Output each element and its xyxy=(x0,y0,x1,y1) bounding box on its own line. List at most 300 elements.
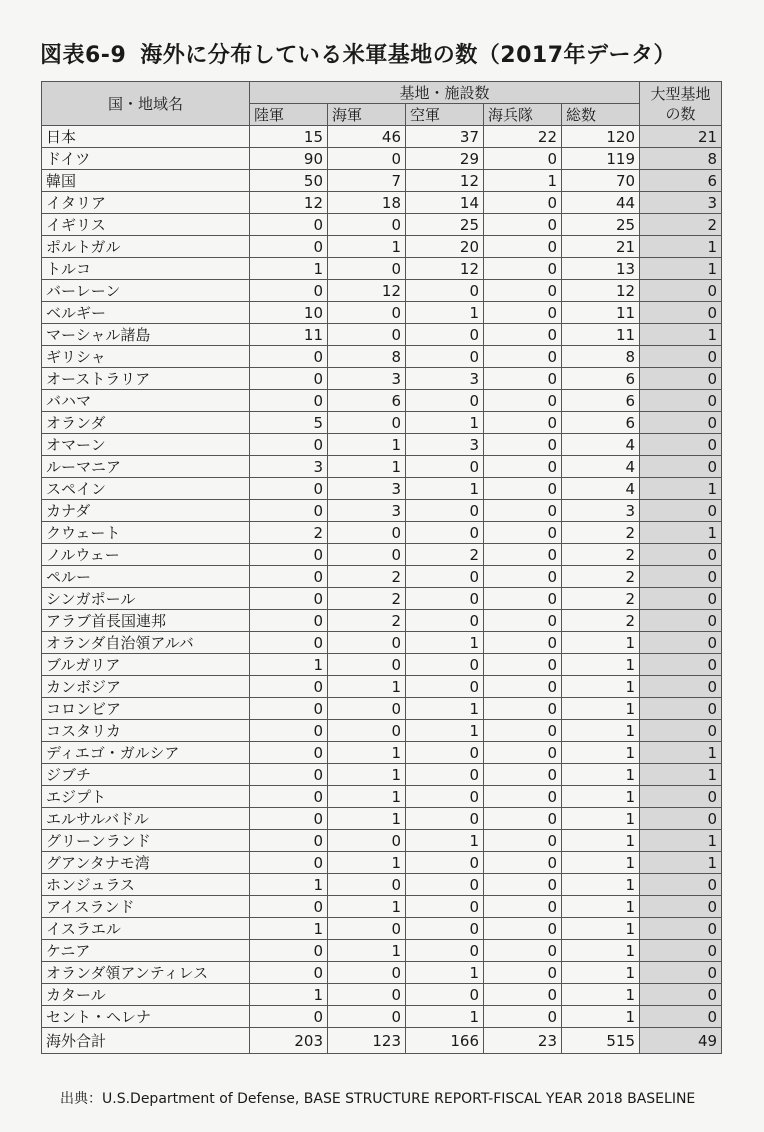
cell-marines: 0 xyxy=(484,434,562,456)
cell-navy: 0 xyxy=(328,258,406,280)
table-row xyxy=(42,764,722,786)
cell-large-bases: 0 xyxy=(640,962,722,984)
cell-total: 8 xyxy=(562,346,640,368)
cell-army: 12 xyxy=(250,192,328,214)
cell-total: 1 xyxy=(562,786,640,808)
country-name: セント・ヘレナ xyxy=(42,1006,250,1028)
header-navy: 海軍 xyxy=(328,104,406,126)
cell-navy: 0 xyxy=(328,324,406,346)
cell-army: 0 xyxy=(250,478,328,500)
table-row xyxy=(42,896,722,918)
table-row xyxy=(42,588,722,610)
total-total: 515 xyxy=(562,1028,640,1054)
cell-army: 0 xyxy=(250,676,328,698)
country-name: ケニア xyxy=(42,940,250,962)
cell-navy: 1 xyxy=(328,676,406,698)
cell-air-force: 12 xyxy=(406,258,484,280)
cell-marines: 0 xyxy=(484,566,562,588)
cell-army: 90 xyxy=(250,148,328,170)
cell-army: 0 xyxy=(250,610,328,632)
cell-army: 10 xyxy=(250,302,328,324)
cell-large-bases: 1 xyxy=(640,742,722,764)
cell-army: 0 xyxy=(250,544,328,566)
cell-navy: 1 xyxy=(328,852,406,874)
cell-air-force: 0 xyxy=(406,896,484,918)
cell-army: 5 xyxy=(250,412,328,434)
table-row xyxy=(42,302,722,324)
figure-number: 図表6-9 xyxy=(40,43,127,68)
cell-marines: 0 xyxy=(484,500,562,522)
cell-total: 1 xyxy=(562,654,640,676)
country-name: ディエゴ・ガルシア xyxy=(42,742,250,764)
cell-total: 6 xyxy=(562,412,640,434)
cell-navy: 1 xyxy=(328,456,406,478)
cell-large-bases: 0 xyxy=(640,302,722,324)
country-name: オランダ xyxy=(42,412,250,434)
cell-navy: 0 xyxy=(328,654,406,676)
cell-total: 1 xyxy=(562,874,640,896)
cell-marines: 0 xyxy=(484,962,562,984)
cell-army: 0 xyxy=(250,896,328,918)
cell-total: 4 xyxy=(562,478,640,500)
total-air-force: 166 xyxy=(406,1028,484,1054)
cell-navy: 0 xyxy=(328,214,406,236)
cell-marines: 0 xyxy=(484,390,562,412)
cell-army: 1 xyxy=(250,984,328,1006)
table-row xyxy=(42,456,722,478)
header-army: 陸軍 xyxy=(250,104,328,126)
header-total: 総数 xyxy=(562,104,640,126)
table-row xyxy=(42,918,722,940)
cell-air-force: 1 xyxy=(406,302,484,324)
header-air-force: 空軍 xyxy=(406,104,484,126)
country-name: アイスランド xyxy=(42,896,250,918)
cell-marines: 0 xyxy=(484,478,562,500)
cell-marines: 0 xyxy=(484,654,562,676)
cell-total: 2 xyxy=(562,544,640,566)
table-row xyxy=(42,830,722,852)
country-name: コスタリカ xyxy=(42,720,250,742)
cell-marines: 0 xyxy=(484,588,562,610)
cell-marines: 0 xyxy=(484,698,562,720)
country-name: ノルウェー xyxy=(42,544,250,566)
cell-air-force: 0 xyxy=(406,566,484,588)
country-name: マーシャル諸島 xyxy=(42,324,250,346)
cell-marines: 0 xyxy=(484,874,562,896)
cell-air-force: 25 xyxy=(406,214,484,236)
cell-total: 13 xyxy=(562,258,640,280)
cell-army: 0 xyxy=(250,830,328,852)
cell-large-bases: 1 xyxy=(640,324,722,346)
cell-navy: 3 xyxy=(328,500,406,522)
country-name: ブルガリア xyxy=(42,654,250,676)
cell-total: 70 xyxy=(562,170,640,192)
cell-large-bases: 2 xyxy=(640,214,722,236)
country-name: カタール xyxy=(42,984,250,1006)
table-row xyxy=(42,940,722,962)
cell-large-bases: 0 xyxy=(640,632,722,654)
cell-large-bases: 0 xyxy=(640,720,722,742)
cell-total: 4 xyxy=(562,434,640,456)
table-row xyxy=(42,236,722,258)
cell-large-bases: 0 xyxy=(640,412,722,434)
cell-navy: 0 xyxy=(328,522,406,544)
cell-marines: 0 xyxy=(484,236,562,258)
cell-marines: 0 xyxy=(484,324,562,346)
cell-air-force: 1 xyxy=(406,478,484,500)
cell-marines: 0 xyxy=(484,368,562,390)
cell-marines: 1 xyxy=(484,170,562,192)
cell-marines: 0 xyxy=(484,676,562,698)
bases-table xyxy=(41,81,722,1054)
cell-army: 0 xyxy=(250,236,328,258)
cell-navy: 0 xyxy=(328,148,406,170)
cell-marines: 0 xyxy=(484,632,562,654)
figure-title xyxy=(40,38,676,69)
cell-total: 4 xyxy=(562,456,640,478)
cell-air-force: 1 xyxy=(406,1006,484,1028)
cell-air-force: 0 xyxy=(406,654,484,676)
cell-large-bases: 0 xyxy=(640,434,722,456)
cell-large-bases: 0 xyxy=(640,588,722,610)
table-row xyxy=(42,324,722,346)
table-row xyxy=(42,346,722,368)
cell-total: 1 xyxy=(562,632,640,654)
cell-total: 1 xyxy=(562,720,640,742)
cell-large-bases: 1 xyxy=(640,478,722,500)
country-name: エルサルバドル xyxy=(42,808,250,830)
cell-air-force: 0 xyxy=(406,456,484,478)
cell-total: 119 xyxy=(562,148,640,170)
cell-large-bases: 0 xyxy=(640,456,722,478)
cell-army: 0 xyxy=(250,214,328,236)
cell-total: 1 xyxy=(562,918,640,940)
source-note: 出典：U.S.Department of Defense, BASE STRUCTURE REPORT-FISCAL YEAR 2018 BASELINE xyxy=(60,1091,696,1107)
header-large-bases: 大型基地の数 xyxy=(640,82,722,126)
cell-total: 120 xyxy=(562,126,640,148)
cell-large-bases: 0 xyxy=(640,544,722,566)
cell-total: 2 xyxy=(562,566,640,588)
table-row xyxy=(42,566,722,588)
cell-air-force: 0 xyxy=(406,588,484,610)
table-row xyxy=(42,192,722,214)
cell-large-bases: 0 xyxy=(640,940,722,962)
cell-air-force: 1 xyxy=(406,962,484,984)
cell-total: 6 xyxy=(562,368,640,390)
cell-army: 50 xyxy=(250,170,328,192)
cell-navy: 1 xyxy=(328,786,406,808)
cell-army: 0 xyxy=(250,764,328,786)
cell-marines: 0 xyxy=(484,544,562,566)
country-name: バーレーン xyxy=(42,280,250,302)
cell-large-bases: 0 xyxy=(640,280,722,302)
total-navy: 123 xyxy=(328,1028,406,1054)
cell-navy: 0 xyxy=(328,698,406,720)
cell-army: 0 xyxy=(250,1006,328,1028)
cell-army: 0 xyxy=(250,786,328,808)
country-name: 日本 xyxy=(42,126,250,148)
cell-army: 1 xyxy=(250,918,328,940)
cell-large-bases: 0 xyxy=(640,918,722,940)
table-header xyxy=(42,82,722,126)
cell-air-force: 29 xyxy=(406,148,484,170)
cell-navy: 1 xyxy=(328,434,406,456)
cell-large-bases: 1 xyxy=(640,764,722,786)
country-name: スペイン xyxy=(42,478,250,500)
cell-large-bases: 0 xyxy=(640,808,722,830)
cell-marines: 0 xyxy=(484,896,562,918)
cell-total: 1 xyxy=(562,896,640,918)
table-row xyxy=(42,808,722,830)
table-row xyxy=(42,214,722,236)
table-row xyxy=(42,390,722,412)
table-row xyxy=(42,742,722,764)
cell-army: 0 xyxy=(250,434,328,456)
cell-navy: 0 xyxy=(328,874,406,896)
country-name: イスラエル xyxy=(42,918,250,940)
cell-marines: 0 xyxy=(484,852,562,874)
country-name: エジプト xyxy=(42,786,250,808)
cell-total: 1 xyxy=(562,830,640,852)
cell-army: 0 xyxy=(250,808,328,830)
cell-total: 3 xyxy=(562,500,640,522)
cell-air-force: 0 xyxy=(406,500,484,522)
cell-large-bases: 0 xyxy=(640,566,722,588)
cell-marines: 0 xyxy=(484,280,562,302)
country-name: カンボジア xyxy=(42,676,250,698)
country-name: アラブ首長国連邦 xyxy=(42,610,250,632)
cell-army: 0 xyxy=(250,566,328,588)
country-name: イギリス xyxy=(42,214,250,236)
cell-air-force: 3 xyxy=(406,434,484,456)
country-name: ジブチ xyxy=(42,764,250,786)
table-row xyxy=(42,632,722,654)
cell-air-force: 0 xyxy=(406,390,484,412)
cell-total: 11 xyxy=(562,302,640,324)
cell-large-bases: 1 xyxy=(640,258,722,280)
cell-large-bases: 1 xyxy=(640,236,722,258)
cell-total: 1 xyxy=(562,742,640,764)
country-name: オランダ自治領アルバ xyxy=(42,632,250,654)
country-name: グアンタナモ湾 xyxy=(42,852,250,874)
cell-army: 0 xyxy=(250,720,328,742)
cell-navy: 0 xyxy=(328,544,406,566)
cell-army: 0 xyxy=(250,852,328,874)
cell-total: 1 xyxy=(562,698,640,720)
cell-total: 21 xyxy=(562,236,640,258)
table-row xyxy=(42,126,722,148)
total-row xyxy=(42,1028,722,1054)
cell-marines: 0 xyxy=(484,940,562,962)
cell-air-force: 0 xyxy=(406,918,484,940)
cell-army: 3 xyxy=(250,456,328,478)
cell-navy: 1 xyxy=(328,940,406,962)
cell-navy: 1 xyxy=(328,764,406,786)
cell-large-bases: 0 xyxy=(640,368,722,390)
cell-air-force: 0 xyxy=(406,808,484,830)
cell-navy: 0 xyxy=(328,632,406,654)
cell-marines: 0 xyxy=(484,742,562,764)
cell-large-bases: 1 xyxy=(640,522,722,544)
country-name: クウェート xyxy=(42,522,250,544)
cell-army: 0 xyxy=(250,280,328,302)
country-name: コロンビア xyxy=(42,698,250,720)
cell-marines: 0 xyxy=(484,720,562,742)
cell-navy: 8 xyxy=(328,346,406,368)
table-row xyxy=(42,148,722,170)
cell-navy: 1 xyxy=(328,808,406,830)
cell-air-force: 0 xyxy=(406,874,484,896)
table-row xyxy=(42,500,722,522)
country-name: シンガポール xyxy=(42,588,250,610)
cell-navy: 12 xyxy=(328,280,406,302)
table-row xyxy=(42,610,722,632)
table-row xyxy=(42,368,722,390)
cell-total: 2 xyxy=(562,588,640,610)
country-name: ホンジュラス xyxy=(42,874,250,896)
cell-army: 0 xyxy=(250,500,328,522)
table-row xyxy=(42,280,722,302)
cell-total: 1 xyxy=(562,940,640,962)
cell-navy: 46 xyxy=(328,126,406,148)
cell-marines: 0 xyxy=(484,918,562,940)
table-row xyxy=(42,522,722,544)
cell-air-force: 0 xyxy=(406,280,484,302)
cell-total: 1 xyxy=(562,764,640,786)
country-name: イタリア xyxy=(42,192,250,214)
cell-navy: 6 xyxy=(328,390,406,412)
cell-navy: 0 xyxy=(328,720,406,742)
cell-army: 0 xyxy=(250,346,328,368)
country-name: オランダ領アンティレス xyxy=(42,962,250,984)
cell-navy: 0 xyxy=(328,984,406,1006)
cell-total: 1 xyxy=(562,852,640,874)
cell-total: 1 xyxy=(562,962,640,984)
cell-army: 11 xyxy=(250,324,328,346)
cell-air-force: 0 xyxy=(406,984,484,1006)
cell-navy: 1 xyxy=(328,742,406,764)
cell-army: 0 xyxy=(250,588,328,610)
cell-navy: 3 xyxy=(328,478,406,500)
cell-navy: 0 xyxy=(328,918,406,940)
cell-air-force: 1 xyxy=(406,698,484,720)
cell-marines: 0 xyxy=(484,1006,562,1028)
country-name: 韓国 xyxy=(42,170,250,192)
table-row xyxy=(42,170,722,192)
cell-air-force: 0 xyxy=(406,940,484,962)
cell-large-bases: 1 xyxy=(640,852,722,874)
cell-navy: 0 xyxy=(328,962,406,984)
table-row xyxy=(42,412,722,434)
cell-navy: 3 xyxy=(328,368,406,390)
cell-large-bases: 0 xyxy=(640,698,722,720)
country-name: ギリシャ xyxy=(42,346,250,368)
cell-air-force: 3 xyxy=(406,368,484,390)
cell-marines: 0 xyxy=(484,522,562,544)
cell-navy: 0 xyxy=(328,302,406,324)
table-row xyxy=(42,874,722,896)
cell-marines: 0 xyxy=(484,984,562,1006)
cell-army: 1 xyxy=(250,258,328,280)
cell-marines: 0 xyxy=(484,346,562,368)
table-row xyxy=(42,962,722,984)
cell-large-bases: 0 xyxy=(640,346,722,368)
total-large-bases: 49 xyxy=(640,1028,722,1054)
cell-marines: 0 xyxy=(484,456,562,478)
country-name: トルコ xyxy=(42,258,250,280)
cell-air-force: 0 xyxy=(406,522,484,544)
cell-army: 0 xyxy=(250,390,328,412)
header-country: 国・地域名 xyxy=(42,82,250,126)
total-army: 203 xyxy=(250,1028,328,1054)
cell-large-bases: 0 xyxy=(640,896,722,918)
cell-marines: 0 xyxy=(484,764,562,786)
cell-large-bases: 0 xyxy=(640,500,722,522)
cell-navy: 18 xyxy=(328,192,406,214)
cell-army: 0 xyxy=(250,742,328,764)
table-row xyxy=(42,676,722,698)
cell-air-force: 12 xyxy=(406,170,484,192)
cell-army: 1 xyxy=(250,874,328,896)
total-label: 海外合計 xyxy=(42,1028,250,1054)
cell-air-force: 0 xyxy=(406,764,484,786)
cell-navy: 7 xyxy=(328,170,406,192)
cell-navy: 2 xyxy=(328,610,406,632)
figure-main-title: 海外に分布している米軍基地の数 xyxy=(140,43,478,68)
cell-large-bases: 0 xyxy=(640,390,722,412)
cell-air-force: 0 xyxy=(406,852,484,874)
table-row xyxy=(42,434,722,456)
cell-air-force: 20 xyxy=(406,236,484,258)
cell-air-force: 0 xyxy=(406,786,484,808)
cell-total: 44 xyxy=(562,192,640,214)
cell-army: 0 xyxy=(250,962,328,984)
country-name: カナダ xyxy=(42,500,250,522)
cell-total: 1 xyxy=(562,984,640,1006)
cell-air-force: 1 xyxy=(406,830,484,852)
table-row xyxy=(42,984,722,1006)
cell-large-bases: 0 xyxy=(640,786,722,808)
cell-navy: 0 xyxy=(328,1006,406,1028)
cell-air-force: 0 xyxy=(406,610,484,632)
cell-marines: 0 xyxy=(484,786,562,808)
cell-air-force: 0 xyxy=(406,676,484,698)
table-row xyxy=(42,852,722,874)
cell-large-bases: 0 xyxy=(640,676,722,698)
cell-marines: 0 xyxy=(484,214,562,236)
cell-air-force: 37 xyxy=(406,126,484,148)
cell-air-force: 0 xyxy=(406,324,484,346)
country-name: オマーン xyxy=(42,434,250,456)
table-row xyxy=(42,544,722,566)
cell-marines: 0 xyxy=(484,192,562,214)
cell-large-bases: 3 xyxy=(640,192,722,214)
cell-large-bases: 0 xyxy=(640,874,722,896)
cell-army: 0 xyxy=(250,632,328,654)
cell-navy: 1 xyxy=(328,236,406,258)
country-name: ドイツ xyxy=(42,148,250,170)
cell-air-force: 0 xyxy=(406,346,484,368)
cell-navy: 2 xyxy=(328,566,406,588)
cell-army: 2 xyxy=(250,522,328,544)
cell-marines: 0 xyxy=(484,302,562,324)
table-body xyxy=(42,126,722,1028)
cell-army: 15 xyxy=(250,126,328,148)
table-row xyxy=(42,698,722,720)
header-marines: 海兵隊 xyxy=(484,104,562,126)
cell-air-force: 14 xyxy=(406,192,484,214)
figure-subtitle: （2017年データ） xyxy=(477,43,676,68)
